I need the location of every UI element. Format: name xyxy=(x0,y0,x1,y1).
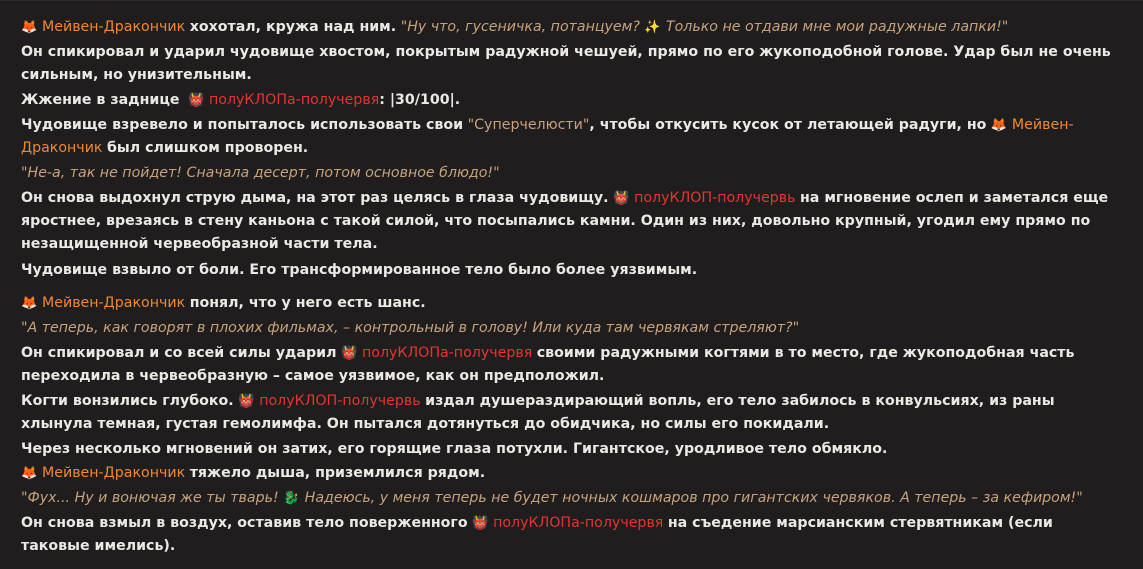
narration-text: своими радужными когтями в то место, где жукоподобная часть переходила в червеобразную – самое уязвимое, как он предположил. xyxy=(21,345,1075,384)
narration-jaws xyxy=(21,114,1123,160)
pc-name[interactable]: Мейвен-Дракончик xyxy=(42,465,186,481)
quote-text: "Фух... Ну и вонючая же ты тварь! xyxy=(21,490,279,506)
narration-text: был слишком проворен. xyxy=(107,140,309,156)
narration-scream xyxy=(21,390,1123,436)
ability-name: "Суперчелюсти" xyxy=(467,117,590,133)
npc-name[interactable]: полуКЛОПа-получервя xyxy=(493,515,664,531)
narration-leave xyxy=(21,512,1123,558)
npc-name[interactable]: полуКЛОП-получервь xyxy=(259,393,421,409)
fox-icon: 🦊 xyxy=(21,20,38,35)
pc-name[interactable]: Мейвен-Дракончик xyxy=(42,295,186,311)
narration-tail-strike: Он спикировал и ударил чудовище хвостом, покрытым радужной чешуей, прямо по его жукоподобной голове. Удар был не очень сильным, но унизительным. xyxy=(21,44,1111,83)
status-effect xyxy=(21,89,1123,112)
demon-face-icon: 👹 xyxy=(188,93,205,108)
action-text: хохотал, кружа над ним. xyxy=(189,19,397,35)
quote-dessert: "Не-а, так не пойдет! Сначала десерт, потом основное блюдо!" xyxy=(21,165,500,181)
message-pc-land xyxy=(21,462,1123,485)
pc-name[interactable]: Мейвен-Дракончик xyxy=(42,19,186,35)
quote-headshot: "А теперь, как говорят в плохих фильмах, – контрольный в голову! Или куда там червякам стреляют?" xyxy=(21,320,800,336)
narration-claws xyxy=(21,342,1123,388)
npc-name[interactable]: полуКЛОПа-получервя xyxy=(361,345,533,361)
narration-text: Он спикировал и со всей силы ударил xyxy=(21,345,337,361)
action-text: тяжело дыша, приземлился рядом. xyxy=(189,465,486,481)
narration-text: Когти вонзились глубоко. xyxy=(21,393,234,409)
message-pc-chance xyxy=(21,292,1123,315)
demon-face-icon: 👹 xyxy=(238,394,255,409)
npc-name[interactable]: полуКЛОПа-получервя xyxy=(209,92,380,108)
fox-icon: 🦊 xyxy=(990,118,1008,133)
narration-text: Он снова выдохнул струю дыма, на этот раз целясь в глаза чудовищу. xyxy=(21,190,609,206)
narration-text: , чтобы откусить кусок от летающей радуги, но xyxy=(589,117,987,133)
demon-face-icon: 👹 xyxy=(472,516,489,531)
message-pc-laugh xyxy=(21,16,1123,39)
divider xyxy=(0,0,1143,1)
demon-face-icon: 👹 xyxy=(613,191,630,206)
narration-text: издал душераздирающий вопль, его тело забилось в конвульсиях, из раны хлынула темная, густая гемолимфа. Он пытался дотянуться до обидчика, но силы его покидали. xyxy=(21,393,1055,432)
narration-howl: Чудовище взвыло от боли. Его трансформированное тело было более уязвимым. xyxy=(21,262,698,278)
dragon-icon: 🐉 xyxy=(283,491,300,506)
fox-icon: 🦊 xyxy=(21,296,38,311)
narration-smoke xyxy=(21,187,1123,256)
narration-death: Через несколько мгновений он затих, его горящие глаза потухли. Гигантское, уродливое тело обмякло. xyxy=(21,441,888,457)
pc-name[interactable]: Мейвен-Дракончик xyxy=(21,117,1074,156)
demon-face-icon: 👹 xyxy=(340,346,358,361)
status-label: Жжение в заднице xyxy=(21,92,180,108)
narration-text: на мгновение ослеп и заметался еще яростнее, врезаясь в стену каньона с такой силой, что посыпались камни. Один из них, довольно крупный, угодил ему прямо по незащищенной червеобразной части тела. xyxy=(21,190,1109,252)
fox-icon: 🦊 xyxy=(21,466,38,481)
quote-text: Надеюсь, у меня теперь не будет ночных кошмаров про гигантских червяков. А теперь – за кефиром!" xyxy=(304,490,1083,506)
quote-text: "Ну что, гусеничка, потанцуем? xyxy=(400,19,640,35)
quote-kefir xyxy=(21,487,1123,510)
quote-text: Только не отдави мне мои радужные лапки!" xyxy=(665,19,1009,35)
sparkle-icon: ✨ xyxy=(644,20,661,35)
action-text: понял, что у него есть шанс. xyxy=(189,295,426,311)
narration-text: Чудовище взревело и попыталось использовать свои xyxy=(21,117,464,133)
npc-name[interactable]: полуКЛОП-получервь xyxy=(634,190,796,206)
narration-text: на съедение марсианским стервятникам (если таковые имелись). xyxy=(21,515,1053,554)
status-value: : |30/100|. xyxy=(379,92,461,108)
narration-text: Он снова взмыл в воздух, оставив тело поверженного xyxy=(21,515,468,531)
